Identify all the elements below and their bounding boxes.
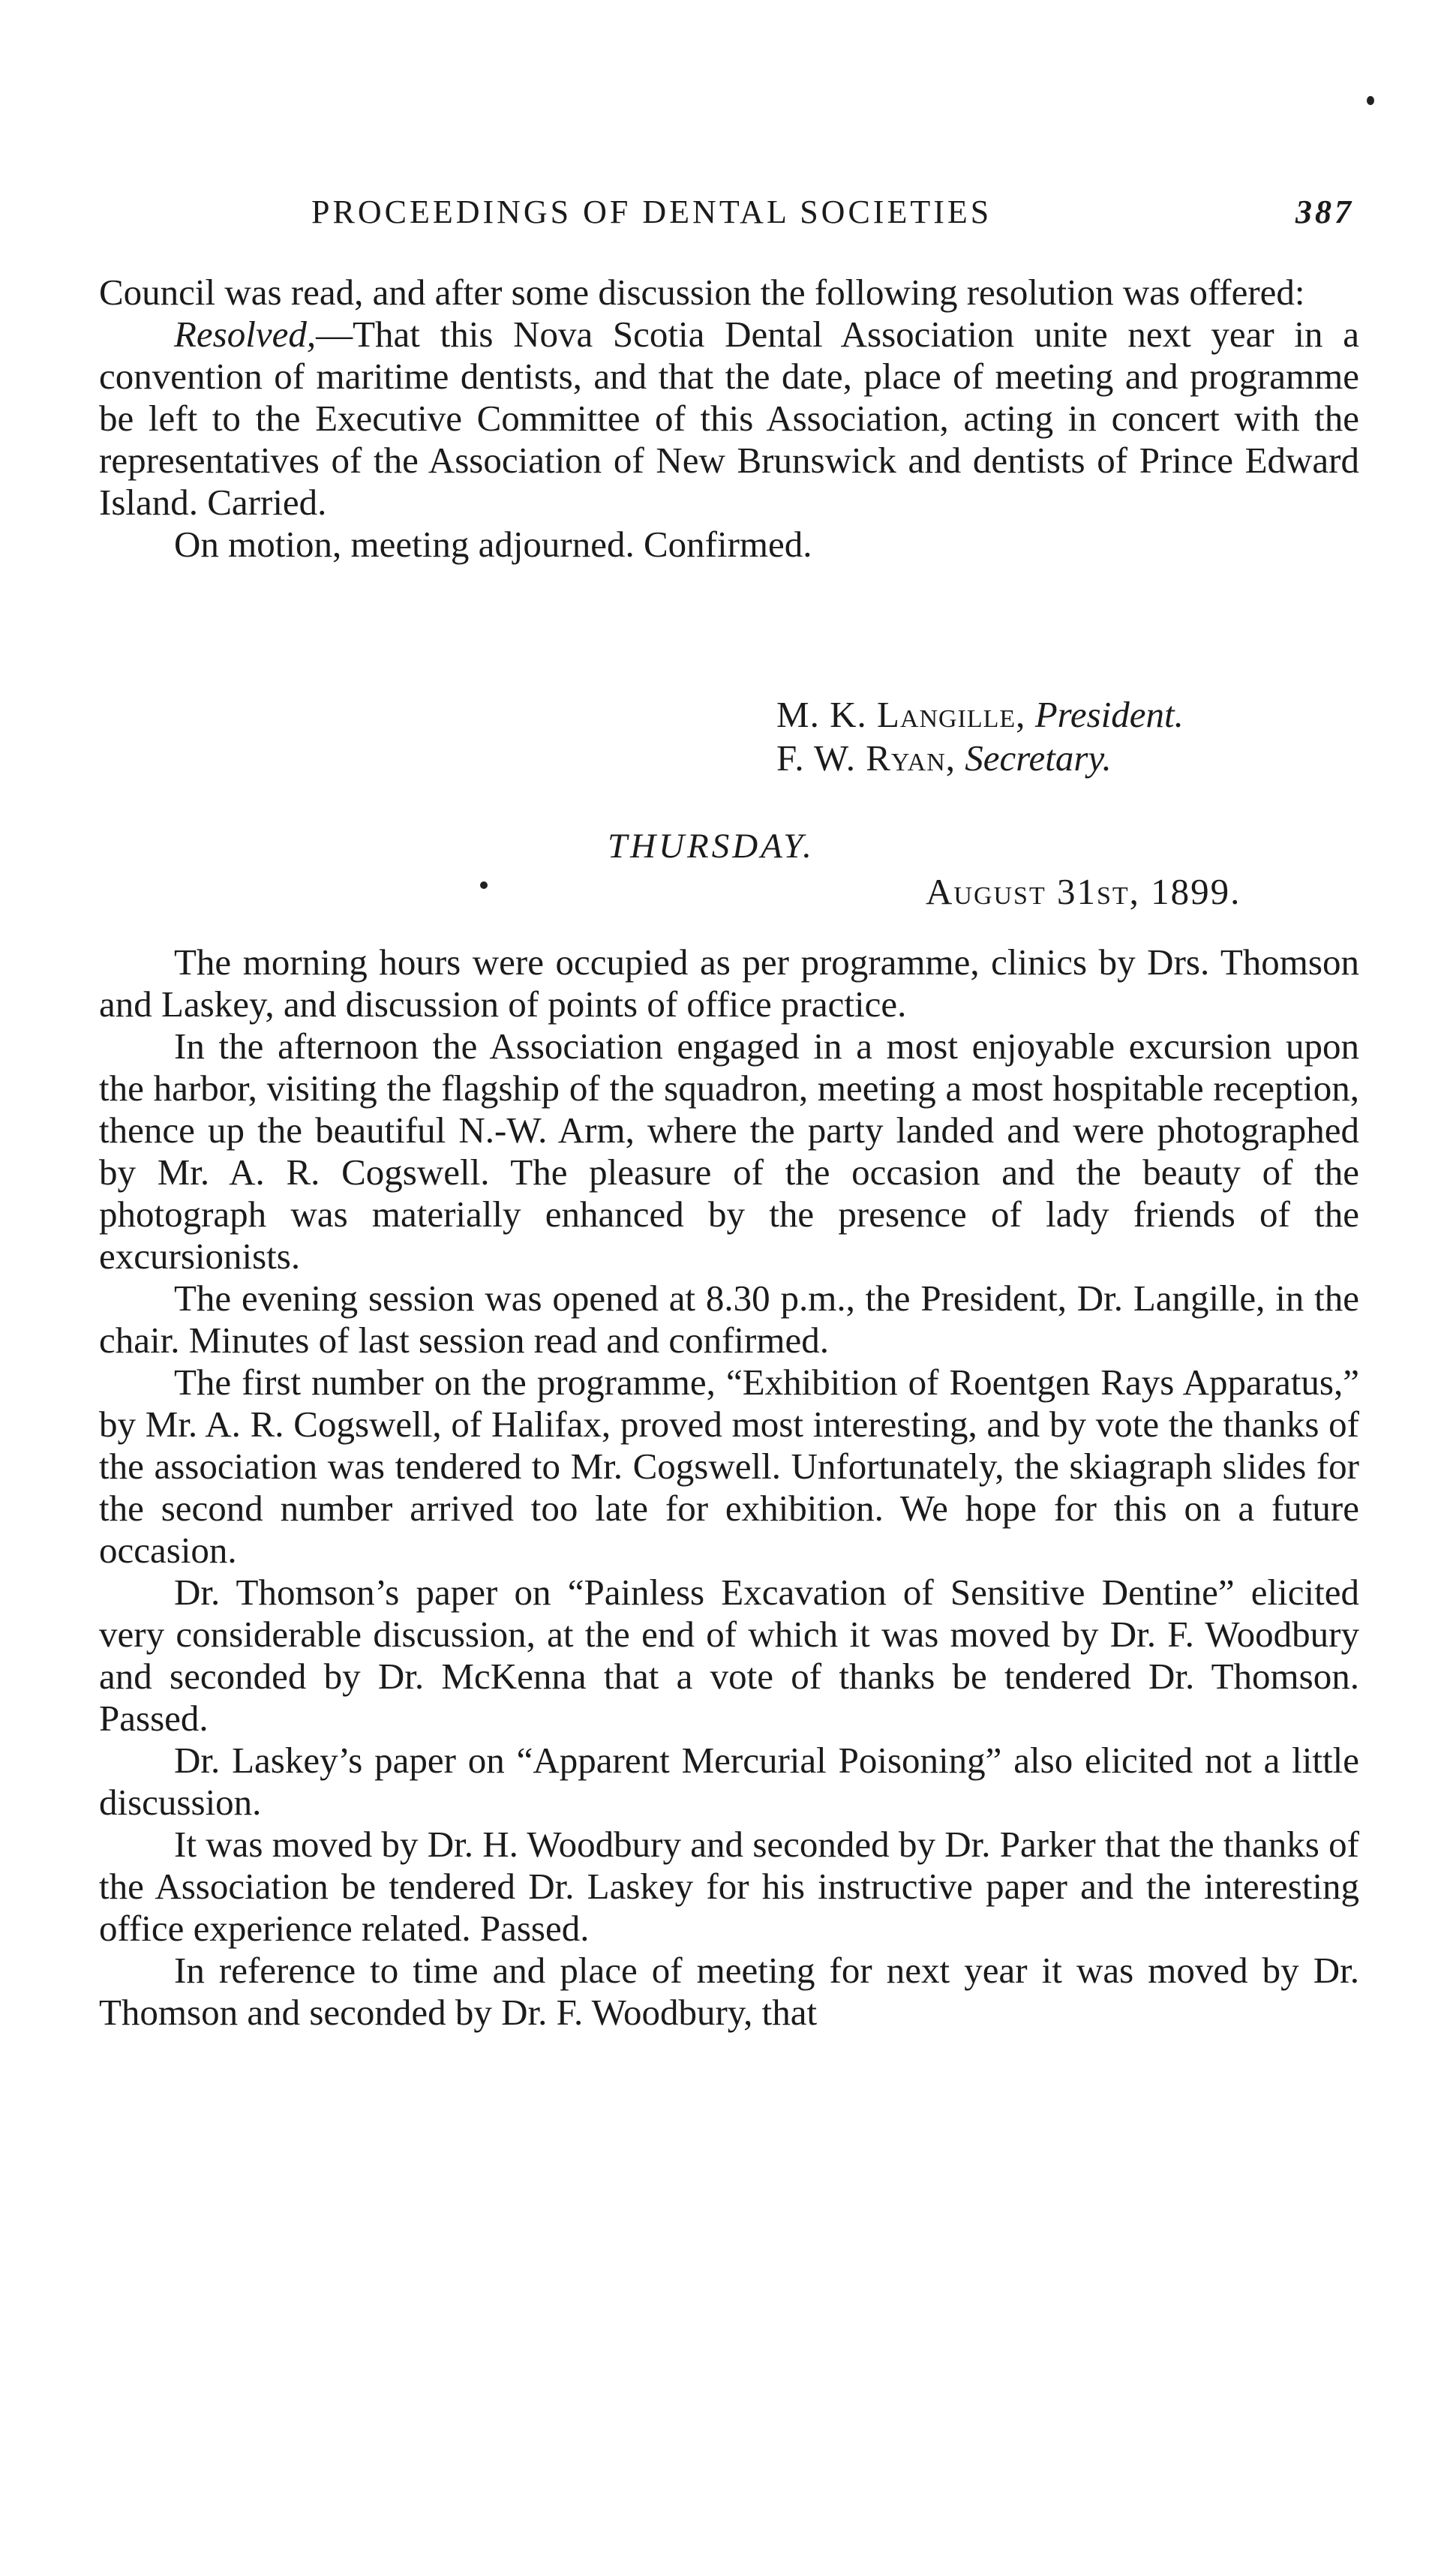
resolution-block [99,272,1359,566]
adjournment-paragraph: On motion, meeting adjourned. Confirmed. [174,524,812,565]
paragraph: The morning hours were occupied as per programme, clinics by Drs. Thomson and Laskey, and discussion of points of office practice. [99,941,1359,1025]
paragraph: Dr. Thomson’s paper on “Painless Excavation of Sensitive Dentine” elicited very considerable discussion, at the end of which it was moved by Dr. F. Woodbury and seconded by Dr. McKenna that a vote of thanks be tendered Dr. Thomson. Passed. [99,1572,1359,1739]
resolution-text: —That this Nova Scotia Dental Association unite next year in a convention of maritime dentists, and that the date, place of meeting and programme be left to the Executive Committee of this Association, acting in concert with the representatives of the Association of New Brunswick and dentists of Prince Edward Island. Carried. [99,314,1359,523]
resolution-paragraph [99,314,1359,524]
paragraph: Dr. Laskey’s paper on “Apparent Mercurial Poisoning” also elicited not a little discussion. [99,1740,1359,1823]
paragraph: Council was read, and after some discussion the following resolution was offered: [99,272,1305,313]
paragraph: The evening session was opened at 8.30 p.m., the President, Dr. Langille, in the chair. Minutes of last session read and confirmed. [99,1277,1359,1361]
ink-mark [1367,96,1374,105]
secretary-name: F. W. Ryan, [776,737,956,779]
paragraph: In the afternoon the Association engaged in a most enjoyable excursion upon the harbor, visiting the flagship of the squadron, meeting a most hospitable reception, thence up the beautiful N.-W. Arm, where the party landed and were photographed by Mr. A. R. Cogswell. The pleasure of the occasion and the beauty of the photograph was materially enhanced by the presence of lady friends of the excursionists. [99,1025,1359,1277]
page-header [311,184,1354,244]
president-signature [776,694,1184,736]
secretary-title: Secretary. [965,737,1112,779]
paragraph: The first number on the programme, “Exhibition of Roentgen Rays Apparatus,” by Mr. A. R. Cogswell, of Halifax, proved most interesting, and by vote the thanks of the association was tendered to Mr. Cogswell. Unfortunately, the skiagraph slides for the second number arrived too late for exhibition. We hope for this on a future occasion. [99,1362,1359,1571]
paragraph: In reference to time and place of meeting for next year it was moved by Dr. Thomson and seconded by Dr. F. Woodbury, that [99,1950,1359,2033]
thursday-minutes [99,941,1359,2034]
paragraph: It was moved by Dr. H. Woodbury and seconded by Dr. Parker that the thanks of the Association be tendered Dr. Laskey for his instructive paper and the interesting office experience related. Passed. [99,1824,1359,1949]
stray-bullet [480,881,488,889]
session-date: August 31st, 1899. [926,871,1241,912]
secretary-signature [776,737,1112,779]
resolved-lead: Resolved, [174,314,317,355]
page-number: 387 [1295,194,1354,230]
president-name: M. K. Langille, [776,694,1026,735]
president-title: President. [1034,694,1184,735]
day-heading: THURSDAY. [608,827,815,866]
running-title: PROCEEDINGS OF DENTAL SOCIETIES [311,194,992,230]
